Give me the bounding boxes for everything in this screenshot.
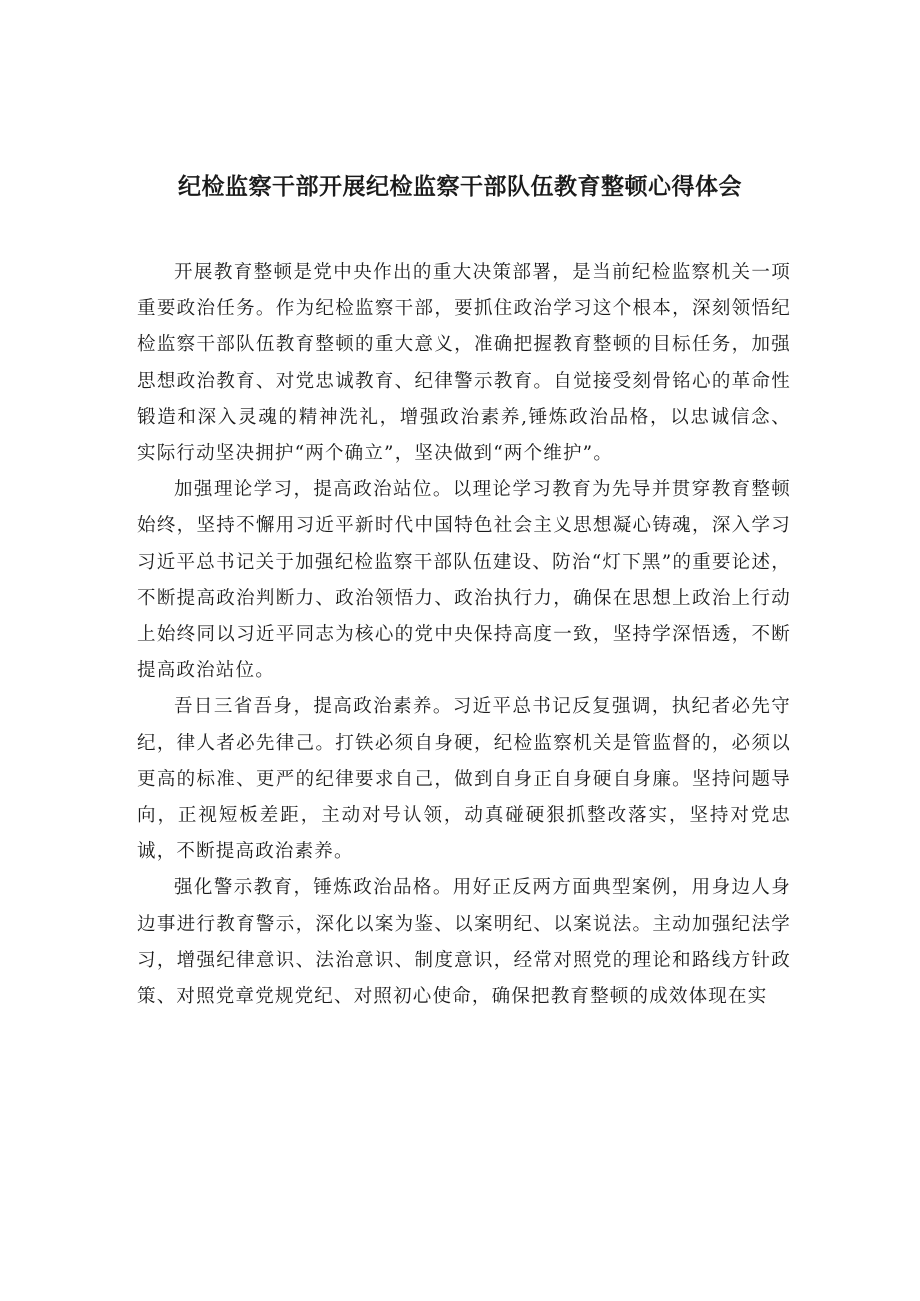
document-title: 纪检监察干部开展纪检监察干部队伍教育整顿心得体会 bbox=[178, 174, 742, 200]
paragraph-4: 强化警示教育，锤炼政治品格。用好正反两方面典型案例，用身边人身边事进行教育警示，深化以案为鉴、以案明纪、以案说法。主动加强纪法学习，增强纪律意识、法治意识、制度意识，经常对照党的理论和路线方针政策、对照党章党规党纪、对照初心使命，确保把教育整顿的成效体现在实 bbox=[137, 877, 791, 1008]
paragraph-3: 吾日三省吾身，提高政治素养。习近平总书记反复强调，执纪者必先守纪，律人者必先律己。打铁必须自身硬，纪检监察机关是管监督的，必须以更高的标准、更严的纪律要求自己，做到自身正自身硬自身廉。坚持问题导向，正视短板差距，主动对号认领，动真碰硬狠抓整改落实，坚持对党忠诚，不断提高政治素养。 bbox=[137, 696, 791, 863]
paragraph-2: 加强理论学习，提高政治站位。以理论学习教育为先导并贯穿教育整顿始终，坚持不懈用习近平新时代中国特色社会主义思想凝心铸魂，深入学习习近平总书记关于加强纪检监察干部队伍建设、防治“灯下黑”的重要论述，不断提高政治判断力、政治领悟力、政治执行力，确保在思想上政治上行动上始终同以习近平同志为核心的党中央保持高度一致，坚持学深悟透，不断提高政治站位。 bbox=[137, 479, 791, 682]
document-body bbox=[137, 255, 791, 1015]
paragraph-1: 开展教育整顿是党中央作出的重大决策部署，是当前纪检监察机关一项重要政治任务。作为纪检监察干部，要抓住政治学习这个根本，深刻领悟纪检监察干部队伍教育整顿的重大意义，准确把握教育整顿的目标任务，加强思想政治教育、对党忠诚教育、纪律警示教育。自觉接受刻骨铭心的革命性锻造和深入灵魂的精神洗礼，增强政治素养,锤炼政治品格，以忠诚信念、实际行动坚决拥护“两个确立”，坚决做到“两个维护”。 bbox=[137, 262, 791, 465]
